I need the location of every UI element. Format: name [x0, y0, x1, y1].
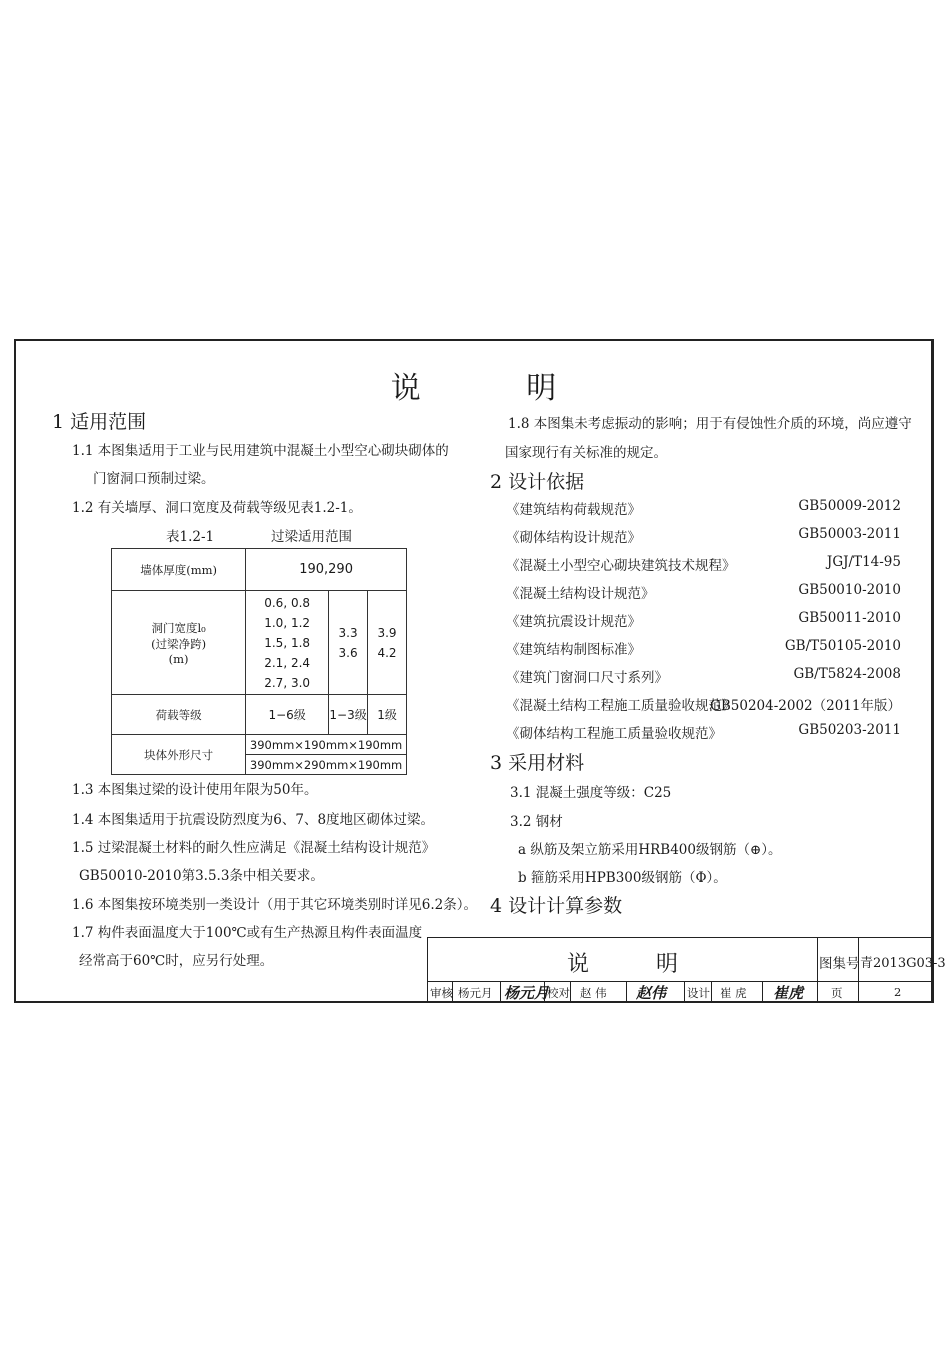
ref-name: 《砌体结构工程施工质量验收规范》 [506, 726, 722, 742]
width-value: 3.3 [338, 625, 358, 640]
para-3-2: 3.2 钢材 [510, 814, 563, 830]
ref-item [506, 582, 901, 602]
title-block-divider [570, 981, 571, 1003]
opening-width-label-line3: (m) [168, 651, 189, 666]
title-block-divider [762, 981, 763, 1003]
ref-name: 《砌体结构设计规范》 [506, 530, 641, 546]
table-title: 过梁适用范围 [271, 529, 352, 545]
ref-item [506, 498, 901, 518]
table-number: 表1.2-1 [166, 529, 215, 545]
ref-item [506, 610, 901, 630]
title-block [427, 937, 946, 1003]
para-1-7-cont: 经常高于60℃时，应另行处理。 [79, 953, 274, 969]
opening-width-label [112, 591, 246, 695]
para-3-1: 3.1 混凝土强度等级：C25 [510, 785, 672, 801]
width-value: 2.7, 3.0 [264, 675, 311, 690]
para-1-2: 1.2 有关墙厚、洞口宽度及荷载等级见表1.2-1。 [72, 500, 362, 516]
check-signature: 赵伟 [636, 984, 667, 1002]
width-value: 4.2 [377, 645, 397, 660]
title-block-divider [817, 938, 818, 1003]
ref-code: GB50204-2002（2011年版） [710, 698, 901, 714]
ref-name: 《建筑门窗洞口尺寸系列》 [506, 670, 668, 686]
para-1-6: 1.6 本图集按环境类别一类设计（用于其它环境类别时详见6.2条）。 [72, 897, 477, 913]
para-1-8: 1.8 本图集未考虑振动的影响；用于有侵蚀性介质的环境，尚应遵守 [508, 416, 912, 432]
para-1-1-cont: 门窗洞口预制过梁。 [93, 471, 215, 487]
width-value: 0.6, 0.8 [264, 595, 311, 610]
block-size-b: 390mm×290mm×190mm [246, 755, 407, 775]
span-range-table [111, 548, 407, 775]
ref-item [506, 694, 901, 714]
page-title: 说 明 [390, 371, 605, 406]
ref-code: GB/T5824-2008 [793, 666, 901, 682]
check-label: 校对 [547, 986, 570, 1000]
opening-widths-group-b [329, 591, 368, 695]
ref-code: GB50010-2010 [798, 582, 901, 598]
ref-name: 《建筑结构荷载规范》 [506, 502, 641, 518]
width-value: 1.0, 1.2 [264, 615, 311, 630]
para-1-5: 1.5 过梁混凝土材料的耐久性应满足《混凝土结构设计规范》 [72, 840, 436, 856]
ref-name: 《混凝土结构工程施工质量验收规范》 [506, 698, 736, 714]
section-1-heading: 1 适用范围 [52, 411, 147, 433]
width-value: 2.1, 2.4 [264, 655, 311, 670]
check-name: 赵 伟 [580, 986, 607, 1000]
load-grade-b: 1−3级 [329, 695, 368, 735]
atlas-number-label: 图集号 [819, 956, 860, 972]
ref-item [506, 638, 901, 658]
para-1-4: 1.4 本图集适用于抗震设防烈度为6、7、8度地区砌体过梁。 [72, 812, 435, 828]
ref-code: JGJ/T14-95 [826, 554, 901, 570]
ref-code: GB50009-2012 [798, 498, 901, 514]
load-grade-a: 1−6级 [246, 695, 329, 735]
width-value: 1.5, 1.8 [264, 635, 311, 650]
block-size-a: 390mm×190mm×190mm [246, 735, 407, 755]
atlas-number: 青2013G03-3 [860, 956, 946, 971]
block-size-label: 块体外形尺寸 [112, 735, 246, 775]
opening-widths-group-a [246, 591, 329, 695]
title-block-divider [500, 981, 501, 1003]
para-1-3: 1.3 本图集过梁的设计使用年限为50年。 [72, 782, 318, 798]
para-1-7: 1.7 构件表面温度大于100℃或有生产热源且构件表面温度 [72, 925, 423, 941]
page-label: 页 [831, 986, 843, 1000]
title-block-divider [711, 981, 712, 1003]
section-2-heading: 2 设计依据 [490, 471, 585, 493]
ref-item [506, 722, 901, 742]
para-1-5-cont: GB50010-2010第3.5.3条中相关要求。 [79, 868, 324, 884]
para-3-2-a: a 纵筋及架立筋采用HRB400级钢筋（⊕）。 [518, 842, 782, 858]
section-3-heading: 3 采用材料 [490, 752, 585, 774]
opening-width-label-line2: (过梁净跨) [151, 636, 207, 651]
width-value: 3.6 [338, 645, 358, 660]
drawing-sheet [14, 339, 946, 1003]
page-number: 2 [894, 985, 902, 999]
ref-code: GB50203-2011 [798, 722, 901, 738]
ref-code: GB50003-2011 [798, 526, 901, 542]
load-grade-c: 1级 [368, 695, 407, 735]
opening-width-label-line1: 洞门宽度l₀ [151, 620, 206, 635]
ref-code: GB/T50105-2010 [784, 638, 901, 654]
para-1-1: 1.1 本图集适用于工业与民用建筑中混凝土小型空心砌块砌体的 [72, 443, 449, 459]
ref-code: GB50011-2010 [798, 610, 901, 626]
design-label: 设计 [687, 986, 710, 1000]
ref-name: 《混凝土结构设计规范》 [506, 586, 655, 602]
para-3-2-b: b 箍筋采用HPB300级钢筋（Φ）。 [518, 870, 727, 886]
ref-item [506, 666, 901, 686]
ref-name: 《混凝土小型空心砌块建筑技术规程》 [506, 558, 736, 574]
wall-thickness-label: 墙体厚度(mm) [112, 549, 246, 591]
review-label: 审核 [430, 986, 453, 1000]
load-grade-label: 荷载等级 [112, 695, 246, 735]
review-name: 杨元月 [458, 986, 493, 1000]
design-name: 崔 虎 [720, 986, 747, 1000]
title-block-name: 说 明 [567, 952, 708, 977]
para-1-8-cont: 国家现行有关标准的规定。 [505, 445, 667, 461]
width-value: 3.9 [377, 625, 397, 640]
ref-item [506, 526, 901, 546]
wall-thickness-value: 190,290 [246, 549, 407, 591]
section-4-heading: 4 设计计算参数 [490, 895, 623, 917]
ref-name: 《建筑结构制图标准》 [506, 642, 641, 658]
opening-widths-group-c [368, 591, 407, 695]
ref-name: 《建筑抗震设计规范》 [506, 614, 641, 630]
ref-item [506, 554, 901, 574]
design-signature: 崔虎 [773, 984, 804, 1002]
title-block-divider [684, 981, 685, 1003]
review-signature: 杨元月 [504, 984, 550, 1002]
title-block-divider [626, 981, 627, 1003]
